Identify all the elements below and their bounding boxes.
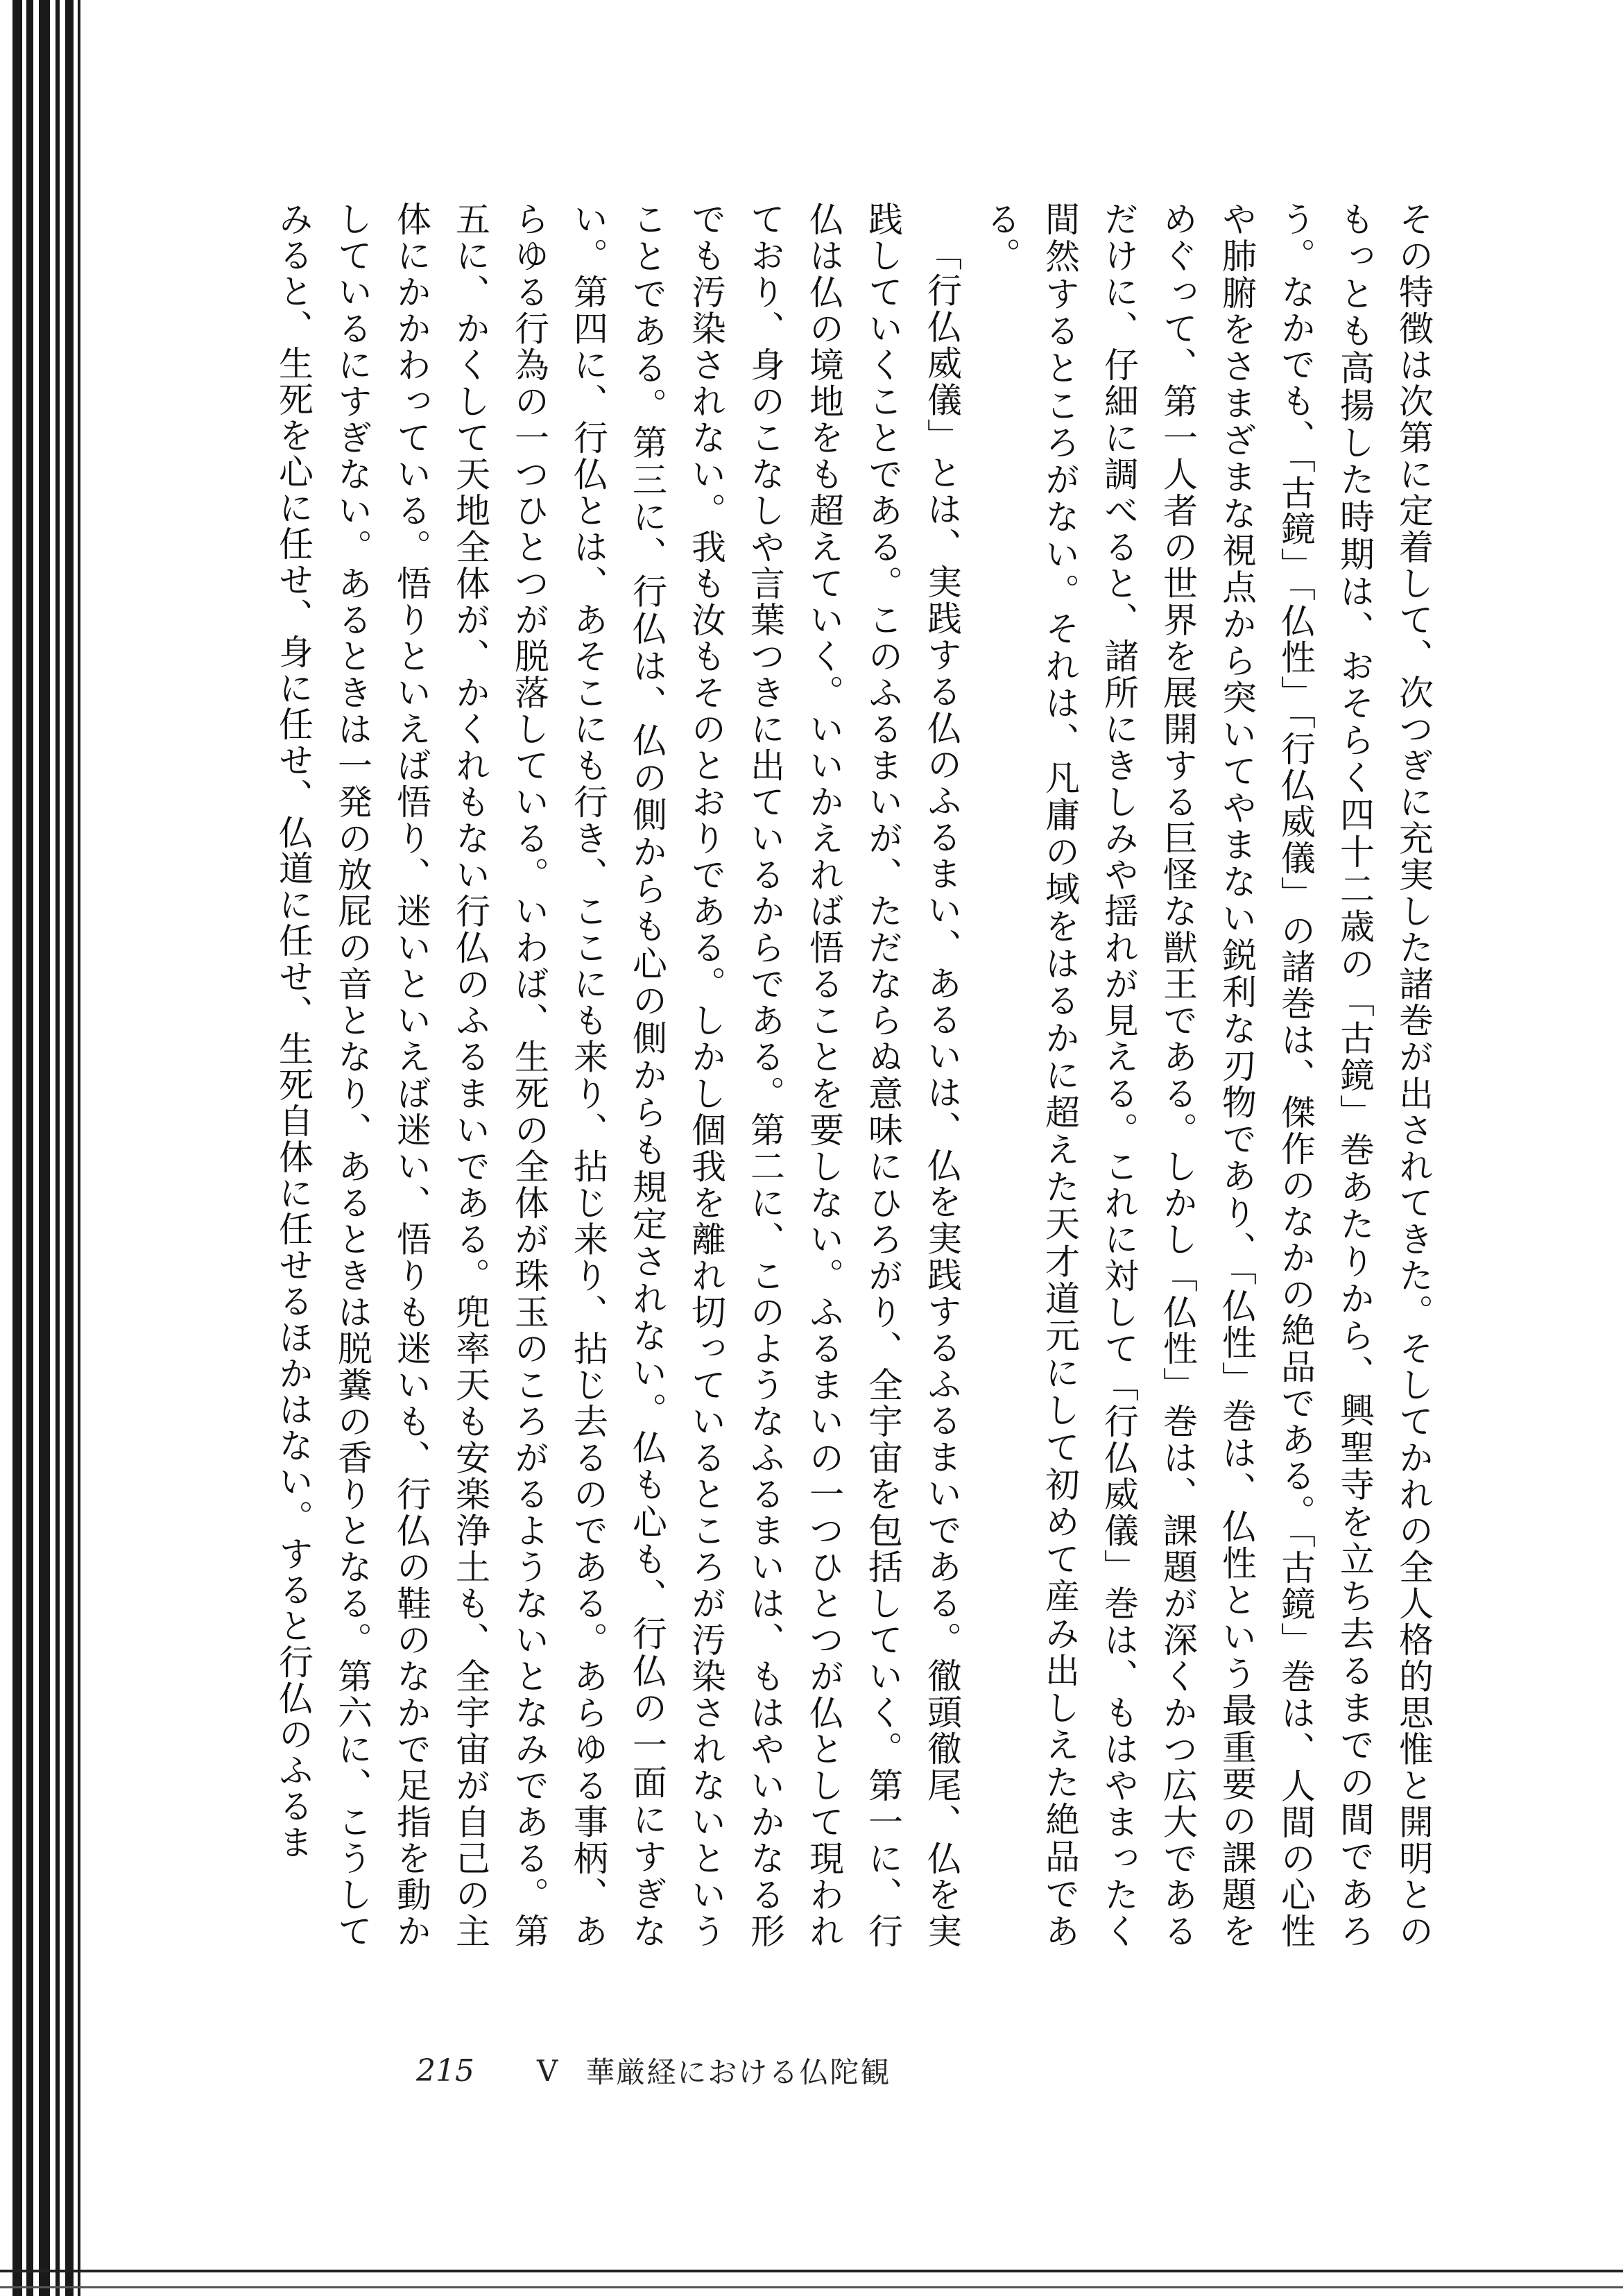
scan-edge-line: [0, 2270, 1623, 2272]
scan-edge-line: [0, 2286, 1623, 2288]
binding-edge: [0, 0, 118, 2296]
page-number: 215: [416, 2053, 474, 2089]
page-footer: [416, 2050, 891, 2091]
paragraph: 「行仏威儀」とは、実践する仏のふるまい、あるいは、仏を実践するふるまいである。徹頭徹尾、仏を実践していくことである。このふるまいが、ただならぬ意味にひろがり、全宇宙を包括していく。第一に、行仏は仏の境地をも超えていく。いいかえれば悟ることを要しない。ふるまいの一つひとつが仏として現われており、身のこなしや言葉つきに出ているからである。第二に、このようなふるまいは、もはやいかなる形でも汚染されない。我も汝もそのとおりである。しかし個我を離れ切っているところが汚染されないということである。第三に、行仏は、仏の側からも心の側からも規定されない。仏も心も、行仏の一面にすぎない。第四に、行仏とは、あそこにも行き、ここにも来り、拈じ来り、拈じ去るのである。あらゆる事柄、あらゆる行為の一つひとつが脱落している。いわば、生死の全体が珠玉のころがるようないとなみである。第五に、かくして天地全体が、かくれもない行仏のふるまいである。兜率天も安楽浄土も、全宇宙が自己の主体にかかわっている。悟りといえば悟り、迷いといえば迷い、悟りも迷いも、行仏の鞋のなかで足指を動かしているにすぎない。あるときは一発の放屁の音となり、あるときは脱糞の香りとなる。第六に、こうしてみると、生死を心に任せ、身に任せ、仏道に任せ、生死自体に任せるほかはない。すると行仏のふるま: [273, 201, 962, 1950]
body-text: [273, 201, 1443, 1950]
chapter-number: V: [536, 2053, 558, 2088]
paragraph: その特徴は次第に定着して、次つぎに充実した諸巻が出されてきた。そしてかれの全人格的思惟と開明とのもっとも高揚した時期は、おそらく四十二歳の「古鏡」巻あたりから、興聖寺を立ち去るまでの間であろう。なかでも、「古鏡」「仏性」「行仏威儀」の諸巻は、傑作のなかの絶品である。「古鏡」巻は、人間の心性や肺腑をさまざまな視点から突いてやまない鋭利な刃物であり、「仏性」巻は、仏性という最重要の課題をめぐって、第一人者の世界を展開する巨怪な獣王である。しかし「仏性」巻は、課題が深くかつ広大であるだけに、仔細に調べると、諸所にきしみや揺れが見える。これに対して「行仏威儀」巻は、もはやまったく間然するところがない。それは、凡庸の域をはるかに超えた天才道元にして初めて産み出しえた絶品である。: [981, 201, 1434, 1950]
chapter-title: 華厳経における仏陀観: [585, 2055, 891, 2089]
